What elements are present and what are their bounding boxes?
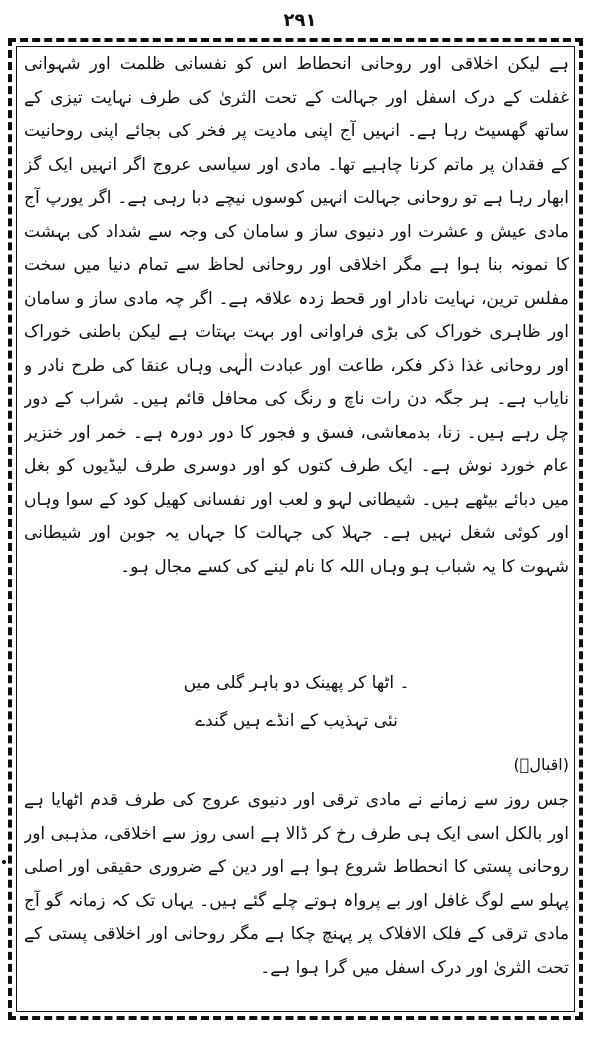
- body-paragraph-2: جس روز سے زمانے نے مادی ترقی اور دنیوی عروج کی طرف قدم اٹھایا ہے اور بالکل اسی ایک ہی طرف رخ کر ڈالا ہے اسی روز سے اخلاقی، مذہبی اور روحانی پستی کا انحطاط شروع ہوا ہے اور دین کے ضروری حقیقی اور اصلی پہلو سے لوگ غافل اور بے پرواہ ہوتے چلے گئے ہیں۔ یہاں تک کہ زمانہ گو آج مادی ترقی کے فلک الافلاک پر پہنچ چکا ہے مگر روحانی اور اخلاقی پستی کے تحت الثریٰ اور درک اسفل میں گرا ہوا ہے۔: [24, 790, 569, 978]
- verse-line-1: ۔ اٹھا کر پھینک دو باہر گلی میں: [183, 673, 410, 693]
- page-number: ۲۹۱: [283, 10, 317, 31]
- verse-block: [24, 664, 569, 740]
- body-paragraph-1: ہے لیکن اخلاقی اور روحانی انحطاط اس کو نفسانی ظلمت اور شہوانی غفلت کے درک اسفل اور جہالت کے تحت الثریٰ کی طرف نہایت تیزی کے ساتھ گھسیٹ رہا ہے۔ انہیں آج اپنی مادیت پر فخر کی بجائے اپنی روحانیت کے فقدان پر ماتم کرنا چاہیے تھا۔ مادی اور سیاسی عروج اگر انہیں ایک گز ابھار رہا ہے تو روحانی جہالت انہیں کوسوں نیچے دبا رہی ہے۔ اگر یورپ آج مادی عیش و عشرت اور دنیوی ساز و سامان کی وجہ سے شداد کی بہشت کا نمونہ بنا ہوا ہے مگر اخلاقی اور روحانی لحاظ سے تمام دنیا میں سخت مفلس ترین، نہایت نادار اور قحط زدہ علاقہ ہے۔ اگر چہ مادی ساز و سامان اور ظاہری خوراک کی بڑی فراوانی اور بہت بہتات ہے لیکن باطنی خوراک اور روحانی غذا ذکر فکر، طاعت اور عبادت الٰہی وہاں عنقا کی طرح نادر و نایاب ہے۔ ہر جگہ دن رات ناچ و رنگ کی محافل قائم ہیں۔ شراب کے دور چل رہے ہیں۔ زنا، بدمعاشی، فسق و فجور کا دور دورہ ہے۔ خمر اور خنزیر عام خورد نوش ہے۔ ایک طرف کتوں کو اور دوسری طرف لیڈیوں کو بغل میں دبائے بیٹھے ہیں۔ شیطانی لہو و لعب اور نفسانی کھیل کود کے سوا وہاں اور کوئی شغل نہیں ہے۔ جہلا کی جہالت کا جہاں یہ جوبن اور شیطانی شہوت کا یہ شباب ہو وہاں اللہ کا نام لینے کی کسے مجال ہو۔: [24, 54, 569, 577]
- verse-attribution: (اقبالؒ): [513, 755, 569, 774]
- page-content: [24, 48, 569, 1054]
- verse-line-2: نئی تہذیب کے انڈے ہیں گندے: [195, 711, 398, 731]
- margin-dot: [2, 860, 6, 864]
